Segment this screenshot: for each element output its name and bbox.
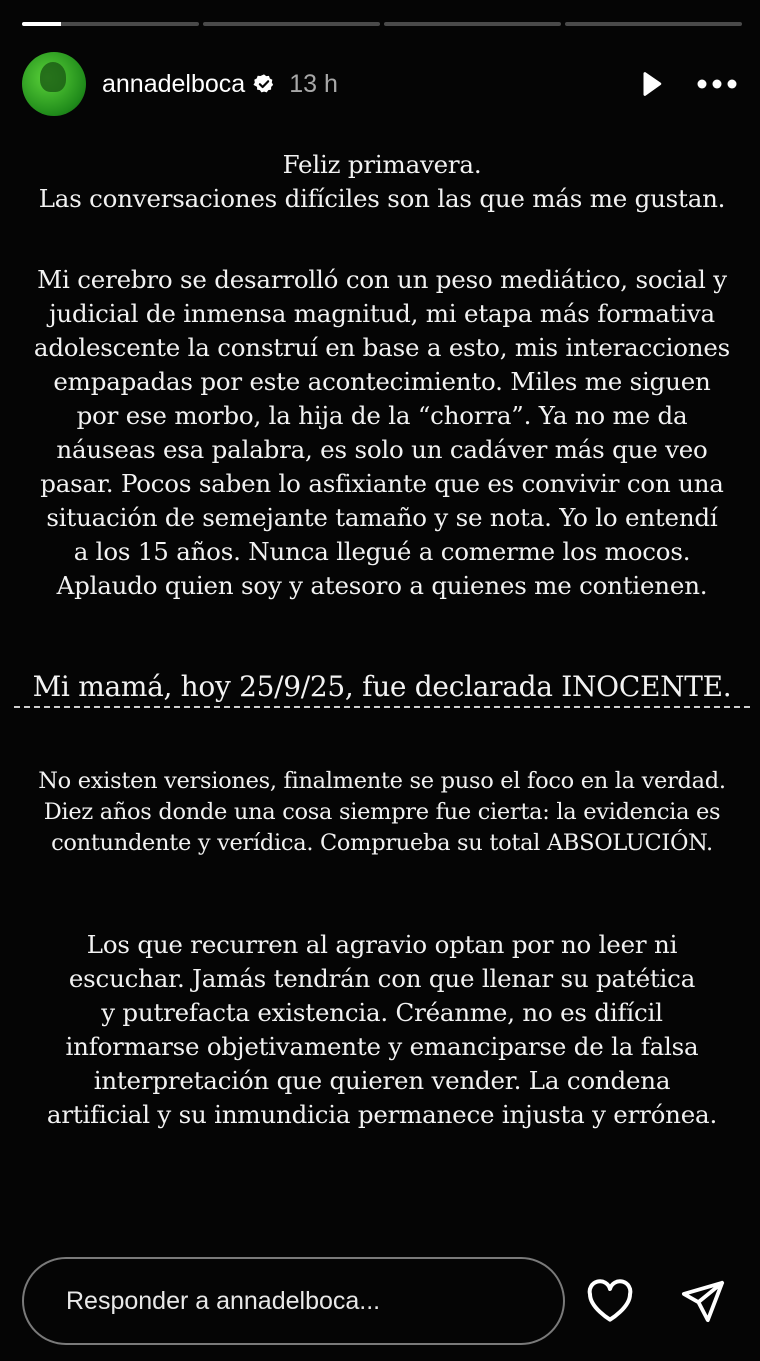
paragraph-2: No existen versiones, finalmente se puso el foco en la verdad. Diez años donde una cosa siempre fue cierta: la evidencia es contundente y verídica. Comprueba su total ABSOLUCIÓN. bbox=[38, 768, 726, 856]
dashed-divider bbox=[14, 706, 750, 708]
progress-segment-1 bbox=[22, 22, 199, 26]
progress-segment-4 bbox=[565, 22, 742, 26]
progress-segment-3 bbox=[384, 22, 561, 26]
greeting-text: Feliz primavera. Las conversaciones difíciles son las que más me gustan. bbox=[38, 150, 726, 213]
avatar[interactable] bbox=[22, 52, 86, 116]
more-icon[interactable] bbox=[696, 78, 738, 90]
verified-badge-icon bbox=[253, 73, 275, 95]
username[interactable]: annadelboca bbox=[102, 69, 246, 98]
play-icon[interactable] bbox=[636, 69, 666, 99]
story-footer bbox=[22, 1256, 738, 1346]
paragraph-3: Los que recurren al agravio optan por no leer ni escuchar. Jamás tendrán con que llenar su patética y putrefacta existencia. Créanme, no es difícil informarse objetivamente y emanciparse de la falsa interpretación que quieren vender. La condena artificial y su inmundicia permanece injusta y errónea. bbox=[46, 930, 718, 1129]
progress-segment-2 bbox=[203, 22, 380, 26]
post-time: 13 h bbox=[289, 69, 338, 98]
send-icon[interactable] bbox=[680, 1279, 726, 1323]
story-progress-bar bbox=[22, 22, 742, 26]
heart-icon[interactable] bbox=[586, 1279, 634, 1323]
headline-text: Mi mamá, hoy 25/9/25, fue declarada INOCENTE. bbox=[32, 670, 732, 703]
paragraph-1: Mi cerebro se desarrolló con un peso mediático, social y judicial de inmensa magnitud, mi etapa más formativa adolescente la construí en base a esto, mis interacciones empapadas por este acontecimiento. Miles me siguen por ese morbo, la hija de la “chorra”. Ya no me da náuseas esa palabra, es solo un cadáver más que veo pasar. Pocos saben lo asfixiante que es convivir con una situación de semejante tamaño y se nota. Yo lo entendí a los 15 años. Nunca llegué a comerme los mocos. Aplaudo quien soy y atesoro a quienes me contienen. bbox=[33, 265, 731, 600]
reply-input[interactable]: Responder a annadelboca... bbox=[22, 1257, 565, 1345]
story-header bbox=[22, 52, 738, 116]
